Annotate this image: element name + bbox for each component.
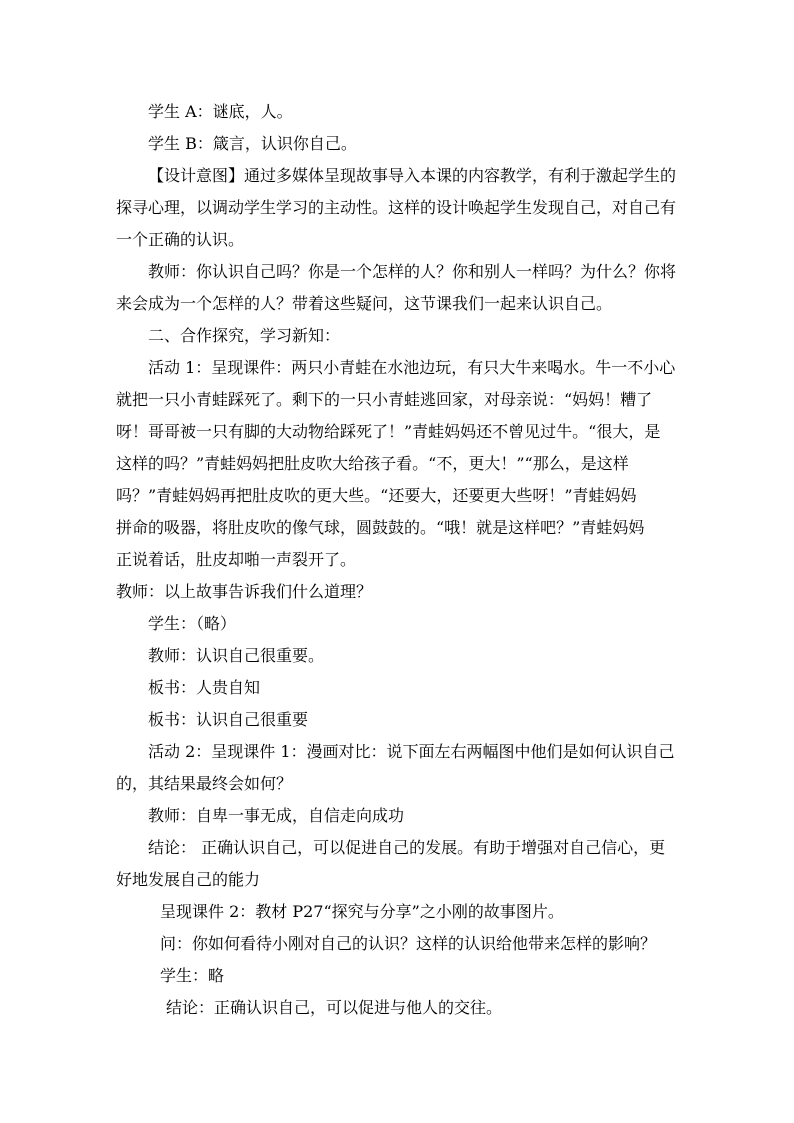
text-line: 板书：认识自己很重要 — [148, 710, 309, 729]
text-line: 活动 1：呈现课件：两只小青蛙在水池边玩，有只大牛来喝水。牛一不小心 — [148, 358, 676, 377]
text-line: 问：你如何看待小刚对自己的认识？这样的认识给他带来怎样的影响？ — [160, 934, 657, 953]
text-line: 结论：正确认识自己，可以促进与他人的交往。 — [166, 998, 503, 1017]
text-line: 一个正确的认识。 — [116, 230, 245, 249]
text-line: 呈现课件 2：教材 P27“探究与分享”之小刚的故事图片。 — [160, 902, 564, 921]
text-line: 学生：略 — [160, 966, 225, 985]
text-line: 【设计意图】通过多媒体呈现故事导入本课的内容教学，有利于激起学生的 — [148, 166, 677, 185]
text-line: 教师：你认识自己吗？你是一个怎样的人？你和别人一样吗？为什么？你将 — [148, 262, 677, 281]
text-line: 来会成为一个怎样的人？带着这些疑问，这节课我们一起来认识自己。 — [116, 294, 613, 313]
text-line: 探寻心理，以调动学生学习的主动性。这样的设计唤起学生发现自己，对自己有 — [116, 198, 677, 217]
text-line: 这样的吗？”青蛙妈妈把肚皮吹大给孩子看。“不，更大！”“那么，是这样 — [116, 454, 629, 473]
text-line: 活动 2：呈现课件 1：漫画对比：说下面左右两幅图中他们是如何认识自己 — [148, 742, 675, 761]
text-line: 正说着话，肚皮却啪一声裂开了。 — [116, 550, 357, 569]
text-line: 就把一只小青蛙踩死了。剩下的一只小青蛙逃回家，对母亲说：“妈妈！糟了 — [116, 390, 653, 409]
text-line: 教师：以上故事告诉我们什么道理？ — [116, 582, 373, 601]
text-line: 好地发展自己的能力 — [116, 870, 261, 889]
text-line: 呀！哥哥被一只有脚的大动物给踩死了！”青蛙妈妈还不曾见过牛。“很大，是 — [116, 422, 661, 441]
text-line: 吗？”青蛙妈妈再把肚皮吹的更大些。“还要大，还要更大些呀！”青蛙妈妈 — [116, 486, 637, 505]
text-line: 拼命的吸器，将肚皮吹的像气球，圆鼓鼓的。“哦！就是这样吧？”青蛙妈妈 — [116, 518, 645, 537]
text-line: 板书：人贵自知 — [148, 678, 261, 697]
text-line: 的，其结果最终会如何？ — [116, 774, 293, 793]
text-line: 结论： 正确认识自己，可以促进自己的发展。有助于增强对自己信心，更 — [148, 838, 666, 857]
text-line: 学生 A：谜底，人。 — [148, 102, 293, 121]
text-line: 学生：（略） — [148, 614, 237, 633]
text-line: 教师：认识自己很重要。 — [148, 646, 325, 665]
text-line: 学生 B：箴言，认识你自己。 — [148, 134, 357, 153]
section-heading: 二、合作探究，学习新知： — [148, 326, 341, 345]
text-line: 教师：自卑一事无成，自信走向成功 — [148, 806, 405, 825]
